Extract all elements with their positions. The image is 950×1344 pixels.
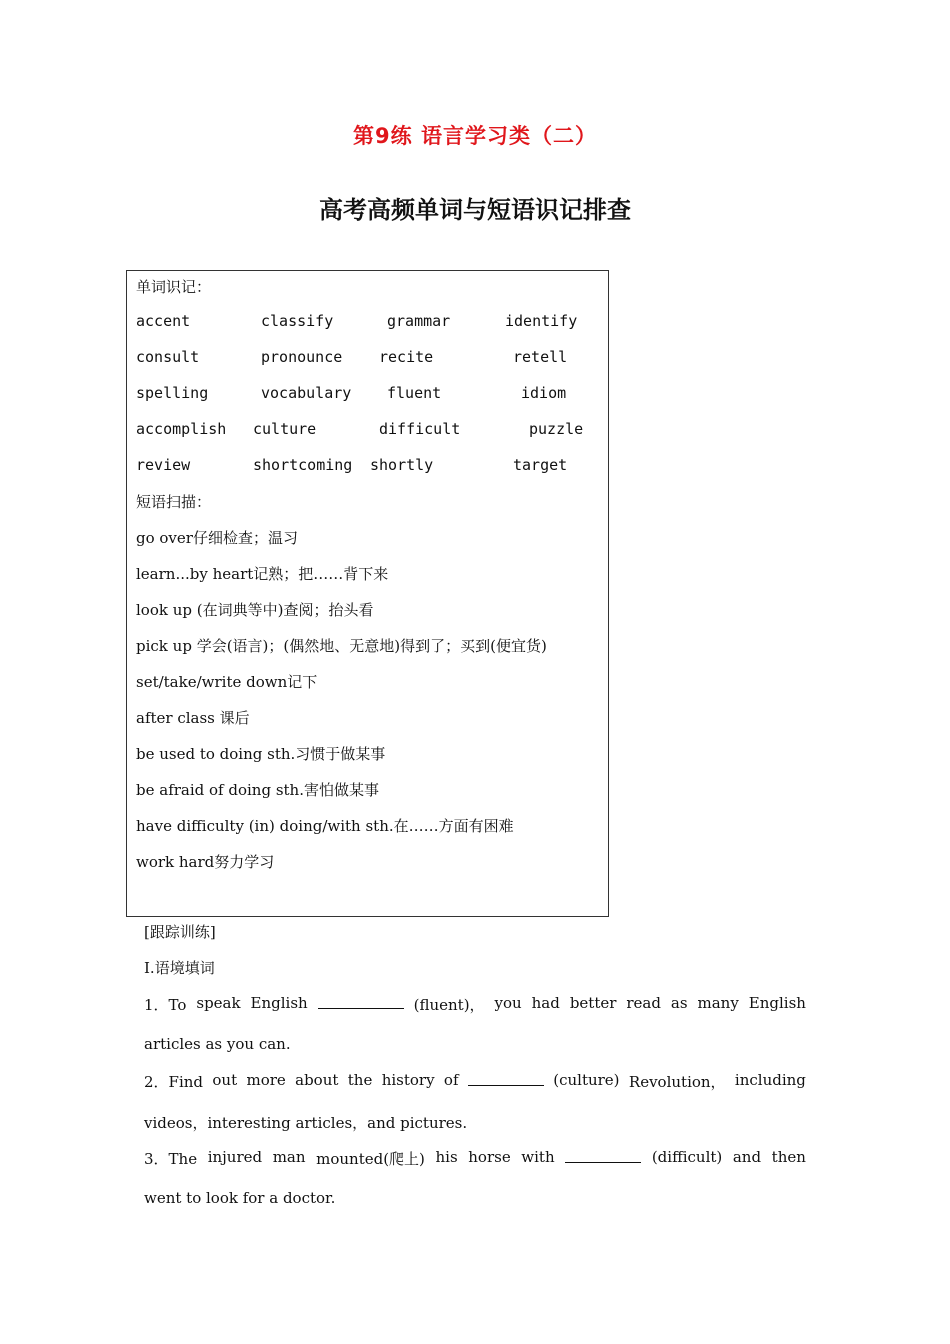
q-word: (fluent)， xyxy=(413,996,485,1014)
words-heading: 单词识记： xyxy=(136,278,212,296)
vocab-word: accent xyxy=(136,312,191,330)
q-word: his xyxy=(435,1148,458,1166)
vocab-word: vocabulary xyxy=(261,384,352,402)
q-word: many xyxy=(697,994,739,1012)
q-word: (difficult) xyxy=(651,1148,723,1166)
q-word: the xyxy=(347,1071,373,1089)
q-word: history xyxy=(381,1071,435,1089)
q-word: 1．To xyxy=(144,996,187,1014)
vocab-word: target xyxy=(513,456,568,474)
q-word: and xyxy=(732,1148,762,1166)
vocab-word: fluent xyxy=(387,384,442,402)
phrase-item: set/take/write down记下 xyxy=(136,673,318,691)
question-1-line-1 xyxy=(144,994,806,1015)
answer-blank[interactable] xyxy=(565,1148,641,1163)
vocab-word: difficult xyxy=(379,420,461,438)
question-2-line-1 xyxy=(144,1071,806,1092)
vocab-word: grammar xyxy=(387,312,451,330)
vocabulary-box xyxy=(126,270,609,917)
phrase-item: be afraid of doing sth.害怕做某事 xyxy=(136,781,379,799)
vocab-word: pronounce xyxy=(261,348,343,366)
phrases-heading: 短语扫描： xyxy=(136,493,212,511)
phrase-item: have difficulty (in) doing/with sth.在……方面有困难 xyxy=(136,817,514,835)
q-word: speak xyxy=(196,994,241,1012)
q-word: had xyxy=(531,994,560,1012)
q-word: English xyxy=(250,994,308,1012)
vocab-word: consult xyxy=(136,348,200,366)
q-word: read xyxy=(626,994,661,1012)
vocab-word: classify xyxy=(261,312,334,330)
q-word: including xyxy=(734,1071,806,1089)
q-word: (culture) xyxy=(553,1071,620,1089)
q-word: Revolution， xyxy=(628,1073,726,1091)
q-word: English xyxy=(748,994,806,1012)
phrase-item: look up (在词典等中)查阅；抬头看 xyxy=(136,601,374,619)
q-word: you xyxy=(494,994,522,1012)
vocab-word: review xyxy=(136,456,191,474)
question-3-line-1 xyxy=(144,1148,806,1169)
q-word: horse xyxy=(468,1148,511,1166)
q-word: with xyxy=(521,1148,555,1166)
q-word: out xyxy=(212,1071,238,1089)
q-word: 3．The xyxy=(144,1150,198,1168)
vocab-word: accomplish xyxy=(136,420,227,438)
vocab-word: puzzle xyxy=(529,420,584,438)
q-word: of xyxy=(443,1071,459,1089)
q-word: man xyxy=(272,1148,306,1166)
phrase-item: work hard努力学习 xyxy=(136,853,275,871)
vocab-word: recite xyxy=(379,348,434,366)
question-3-line-2: went to look for a doctor. xyxy=(144,1189,336,1207)
training-label: [跟踪训练] xyxy=(144,923,216,941)
q-word: 2．Find xyxy=(144,1073,204,1091)
vocab-word: culture xyxy=(253,420,317,438)
phrase-item: after class 课后 xyxy=(136,709,250,727)
q-word: as xyxy=(670,994,688,1012)
answer-blank[interactable] xyxy=(318,994,404,1009)
phrase-item: pick up 学会(语言)；(偶然地、无意地)得到了；买到(便宜货) xyxy=(136,637,547,655)
lesson-title: 第9练 语言学习类（二） xyxy=(353,124,597,148)
vocab-word: shortly xyxy=(370,456,434,474)
q-word: injured xyxy=(207,1148,263,1166)
q-word: better xyxy=(569,994,617,1012)
question-2-line-2: videos，interesting articles，and pictures. xyxy=(144,1114,468,1132)
phrase-item: be used to doing sth.习惯于做某事 xyxy=(136,745,386,763)
vocab-word: identify xyxy=(505,312,578,330)
section-title: Ⅰ.语境填词 xyxy=(144,959,215,977)
question-1-line-2: articles as you can. xyxy=(144,1035,291,1053)
vocab-word: shortcoming xyxy=(253,456,353,474)
vocab-word: spelling xyxy=(136,384,209,402)
phrase-item: learn...by heart记熟；把……背下来 xyxy=(136,565,389,583)
vocab-word: retell xyxy=(513,348,568,366)
q-word: mounted(爬上) xyxy=(316,1150,425,1168)
q-word: about xyxy=(295,1071,339,1089)
q-word: then xyxy=(771,1148,806,1166)
phrase-item: go over仔细检查；温习 xyxy=(136,529,298,547)
page-title: 高考高频单词与短语识记排查 xyxy=(319,196,631,224)
vocab-word: idiom xyxy=(521,384,567,402)
q-word: more xyxy=(246,1071,286,1089)
answer-blank[interactable] xyxy=(468,1071,544,1086)
